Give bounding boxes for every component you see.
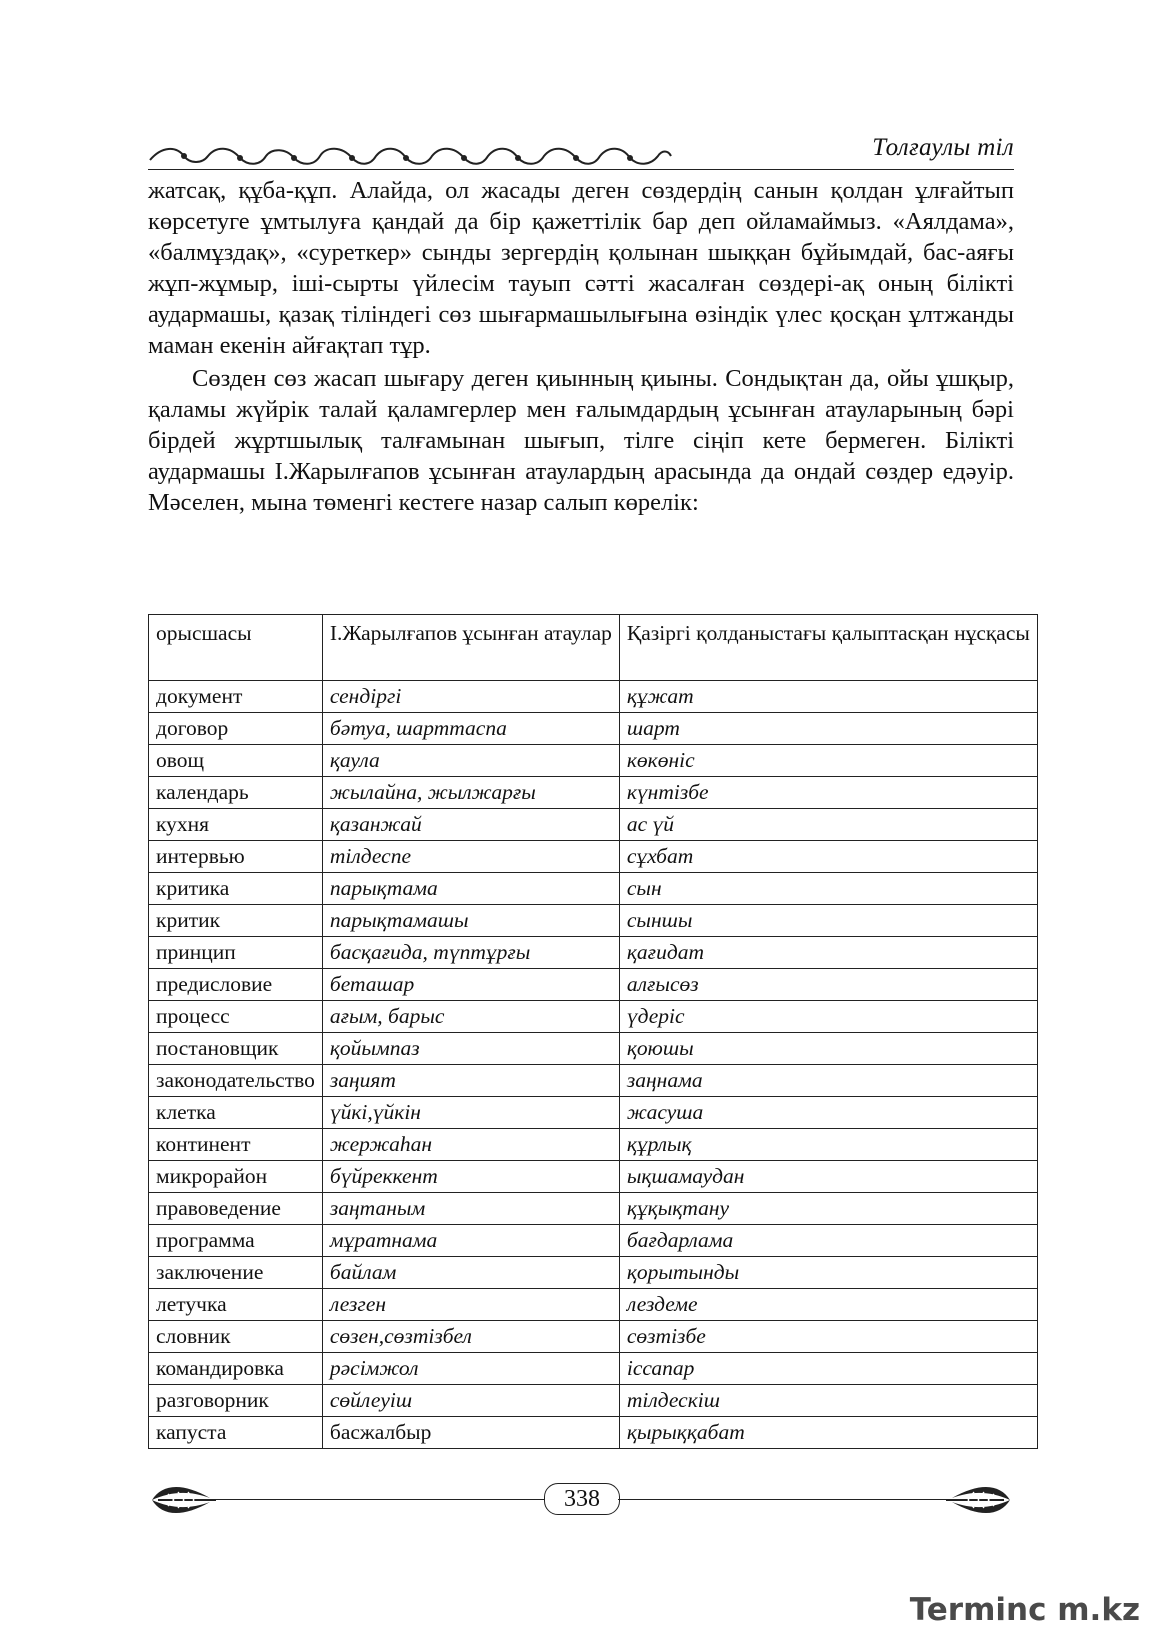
- russian-term-cell: документ: [149, 681, 323, 713]
- table-row: [149, 1385, 1038, 1417]
- column-header: Қазіргі қолданыстағы қалыптасқан нұсқасы: [619, 615, 1037, 681]
- russian-term-cell: интервью: [149, 841, 323, 873]
- table-row: [149, 1065, 1038, 1097]
- table-row: [149, 809, 1038, 841]
- table-row: [149, 1097, 1038, 1129]
- current-term-cell: ас үй: [619, 809, 1037, 841]
- proposed-term-cell: басжалбыр: [322, 1417, 619, 1449]
- russian-term-cell: кухня: [149, 809, 323, 841]
- russian-term-cell: процесс: [149, 1001, 323, 1033]
- proposed-term-cell: қаула: [322, 745, 619, 777]
- table-row: [149, 1161, 1038, 1193]
- proposed-term-cell: басқағида, түптұрғы: [322, 937, 619, 969]
- russian-term-cell: календарь: [149, 777, 323, 809]
- current-term-cell: сұхбат: [619, 841, 1037, 873]
- header-ornament-icon: [148, 142, 673, 170]
- proposed-term-cell: парықтама: [322, 873, 619, 905]
- russian-term-cell: овощ: [149, 745, 323, 777]
- proposed-term-cell: үйкі,үйкін: [322, 1097, 619, 1129]
- table-row: [149, 745, 1038, 777]
- current-term-cell: жасуша: [619, 1097, 1037, 1129]
- table-row: [149, 841, 1038, 873]
- proposed-term-cell: сөзен,сөзтізбел: [322, 1321, 619, 1353]
- column-header: І.Жарылғапов ұсынған атаулар: [322, 615, 619, 681]
- watermark-logo: Terminc m.kz: [909, 1592, 1140, 1628]
- table-row: [149, 873, 1038, 905]
- table-header-row: [149, 615, 1038, 681]
- russian-term-cell: принцип: [149, 937, 323, 969]
- proposed-term-cell: заңият: [322, 1065, 619, 1097]
- current-term-cell: қорытынды: [619, 1257, 1037, 1289]
- russian-term-cell: микрорайон: [149, 1161, 323, 1193]
- russian-term-cell: договор: [149, 713, 323, 745]
- terms-table: [148, 614, 1038, 1449]
- proposed-term-cell: парықтамашы: [322, 905, 619, 937]
- proposed-term-cell: бәтуа, шарттаспа: [322, 713, 619, 745]
- page-number: 338: [544, 1483, 620, 1515]
- table-row: [149, 681, 1038, 713]
- current-term-cell: заңнама: [619, 1065, 1037, 1097]
- proposed-term-cell: лезген: [322, 1289, 619, 1321]
- current-term-cell: көкөніс: [619, 745, 1037, 777]
- table-row: [149, 713, 1038, 745]
- paragraph: жатсақ, құба-құп. Алайда, ол жасады деген сөздердің санын қолдан ұлғайтып көрсетуге ұмтылуға қандай да бір қажеттілік бар деп ойламаймыз. «Аялдама», «балмұздақ», «суреткер» сынды зергердің қолынан шыққан бұйымдай, бас-аяғы жұп-жұмыр, іші-сырты үйлесім тауып сәтті жасалған сөздері-ақ оның білікті аудармашы, қазақ тіліндегі сөз шығармашылығына өзіндік үлес қосқан ұлтжанды маман екенін айғақтап тұр.: [148, 177, 1014, 359]
- table-row: [149, 969, 1038, 1001]
- current-term-cell: күнтізбе: [619, 777, 1037, 809]
- table-row: [149, 1033, 1038, 1065]
- russian-term-cell: критик: [149, 905, 323, 937]
- proposed-term-cell: қойымпаз: [322, 1033, 619, 1065]
- russian-term-cell: континент: [149, 1129, 323, 1161]
- current-term-cell: шарт: [619, 713, 1037, 745]
- table-row: [149, 1257, 1038, 1289]
- current-term-cell: үдеріс: [619, 1001, 1037, 1033]
- current-term-cell: сыншы: [619, 905, 1037, 937]
- russian-term-cell: капуста: [149, 1417, 323, 1449]
- column-header: орысшасы: [149, 615, 323, 681]
- current-term-cell: бағдарлама: [619, 1225, 1037, 1257]
- current-term-cell: тілдескіш: [619, 1385, 1037, 1417]
- proposed-term-cell: рәсімжол: [322, 1353, 619, 1385]
- footer-rule: [618, 1499, 946, 1500]
- table-row: [149, 1129, 1038, 1161]
- current-term-cell: құрлық: [619, 1129, 1037, 1161]
- current-term-cell: сын: [619, 873, 1037, 905]
- proposed-term-cell: мұратнама: [322, 1225, 619, 1257]
- running-header: [148, 134, 1014, 174]
- page-footer: [148, 1480, 1014, 1520]
- table-row: [149, 1353, 1038, 1385]
- header-rule: [148, 169, 1014, 170]
- current-term-cell: қоюшы: [619, 1033, 1037, 1065]
- russian-term-cell: клетка: [149, 1097, 323, 1129]
- russian-term-cell: правоведение: [149, 1193, 323, 1225]
- current-term-cell: қағидат: [619, 937, 1037, 969]
- proposed-term-cell: ағым, барыс: [322, 1001, 619, 1033]
- table-row: [149, 1225, 1038, 1257]
- proposed-term-cell: сөйлеуіш: [322, 1385, 619, 1417]
- body-text: [148, 175, 1014, 518]
- table-row: [149, 937, 1038, 969]
- proposed-term-cell: бүйреккент: [322, 1161, 619, 1193]
- table-body: [149, 681, 1038, 1449]
- russian-term-cell: командировка: [149, 1353, 323, 1385]
- table-row: [149, 1001, 1038, 1033]
- header-title: Толғаулы тіл: [872, 134, 1014, 161]
- footer-rule: [216, 1499, 546, 1500]
- current-term-cell: алғысөз: [619, 969, 1037, 1001]
- proposed-term-cell: сендіргі: [322, 681, 619, 713]
- current-term-cell: сөзтізбе: [619, 1321, 1037, 1353]
- russian-term-cell: законодательство: [149, 1065, 323, 1097]
- russian-term-cell: программа: [149, 1225, 323, 1257]
- current-term-cell: іссапар: [619, 1353, 1037, 1385]
- proposed-term-cell: қазанжай: [322, 809, 619, 841]
- table-row: [149, 1321, 1038, 1353]
- table-row: [149, 1289, 1038, 1321]
- table-row: [149, 905, 1038, 937]
- russian-term-cell: постановщик: [149, 1033, 323, 1065]
- russian-term-cell: летучка: [149, 1289, 323, 1321]
- russian-term-cell: разговорник: [149, 1385, 323, 1417]
- current-term-cell: құқықтану: [619, 1193, 1037, 1225]
- current-term-cell: лездеме: [619, 1289, 1037, 1321]
- leaf-ornament-icon: [148, 1480, 218, 1520]
- proposed-term-cell: жержаһан: [322, 1129, 619, 1161]
- table-row: [149, 1193, 1038, 1225]
- proposed-term-cell: беташар: [322, 969, 619, 1001]
- russian-term-cell: критика: [149, 873, 323, 905]
- table-row: [149, 1417, 1038, 1449]
- russian-term-cell: заключение: [149, 1257, 323, 1289]
- proposed-term-cell: жылайна, жылжарғы: [322, 777, 619, 809]
- table-row: [149, 777, 1038, 809]
- proposed-term-cell: тілдеспе: [322, 841, 619, 873]
- russian-term-cell: словник: [149, 1321, 323, 1353]
- proposed-term-cell: заңтаным: [322, 1193, 619, 1225]
- paragraph: Сөзден сөз жасап шығару деген қиынның қиыны. Сондықтан да, ойы ұшқыр, қаламы жүйрік талай қаламгерлер мен ғалымдардың ұсынған атауларының бәрі бірдей жұртшылық талғамынан шығып, тілге сіңіп кете бермеген. Білікті аудармашы І.Жарылғапов ұсынған атаулардың арасында да ондай сөздер едәуір. Мәселен, мына төменгі кестеге назар салып көрелік:: [148, 365, 1014, 516]
- current-term-cell: құжат: [619, 681, 1037, 713]
- proposed-term-cell: байлам: [322, 1257, 619, 1289]
- current-term-cell: ықшамаудан: [619, 1161, 1037, 1193]
- current-term-cell: қырыққабат: [619, 1417, 1037, 1449]
- leaf-ornament-icon: [944, 1480, 1014, 1520]
- russian-term-cell: предисловие: [149, 969, 323, 1001]
